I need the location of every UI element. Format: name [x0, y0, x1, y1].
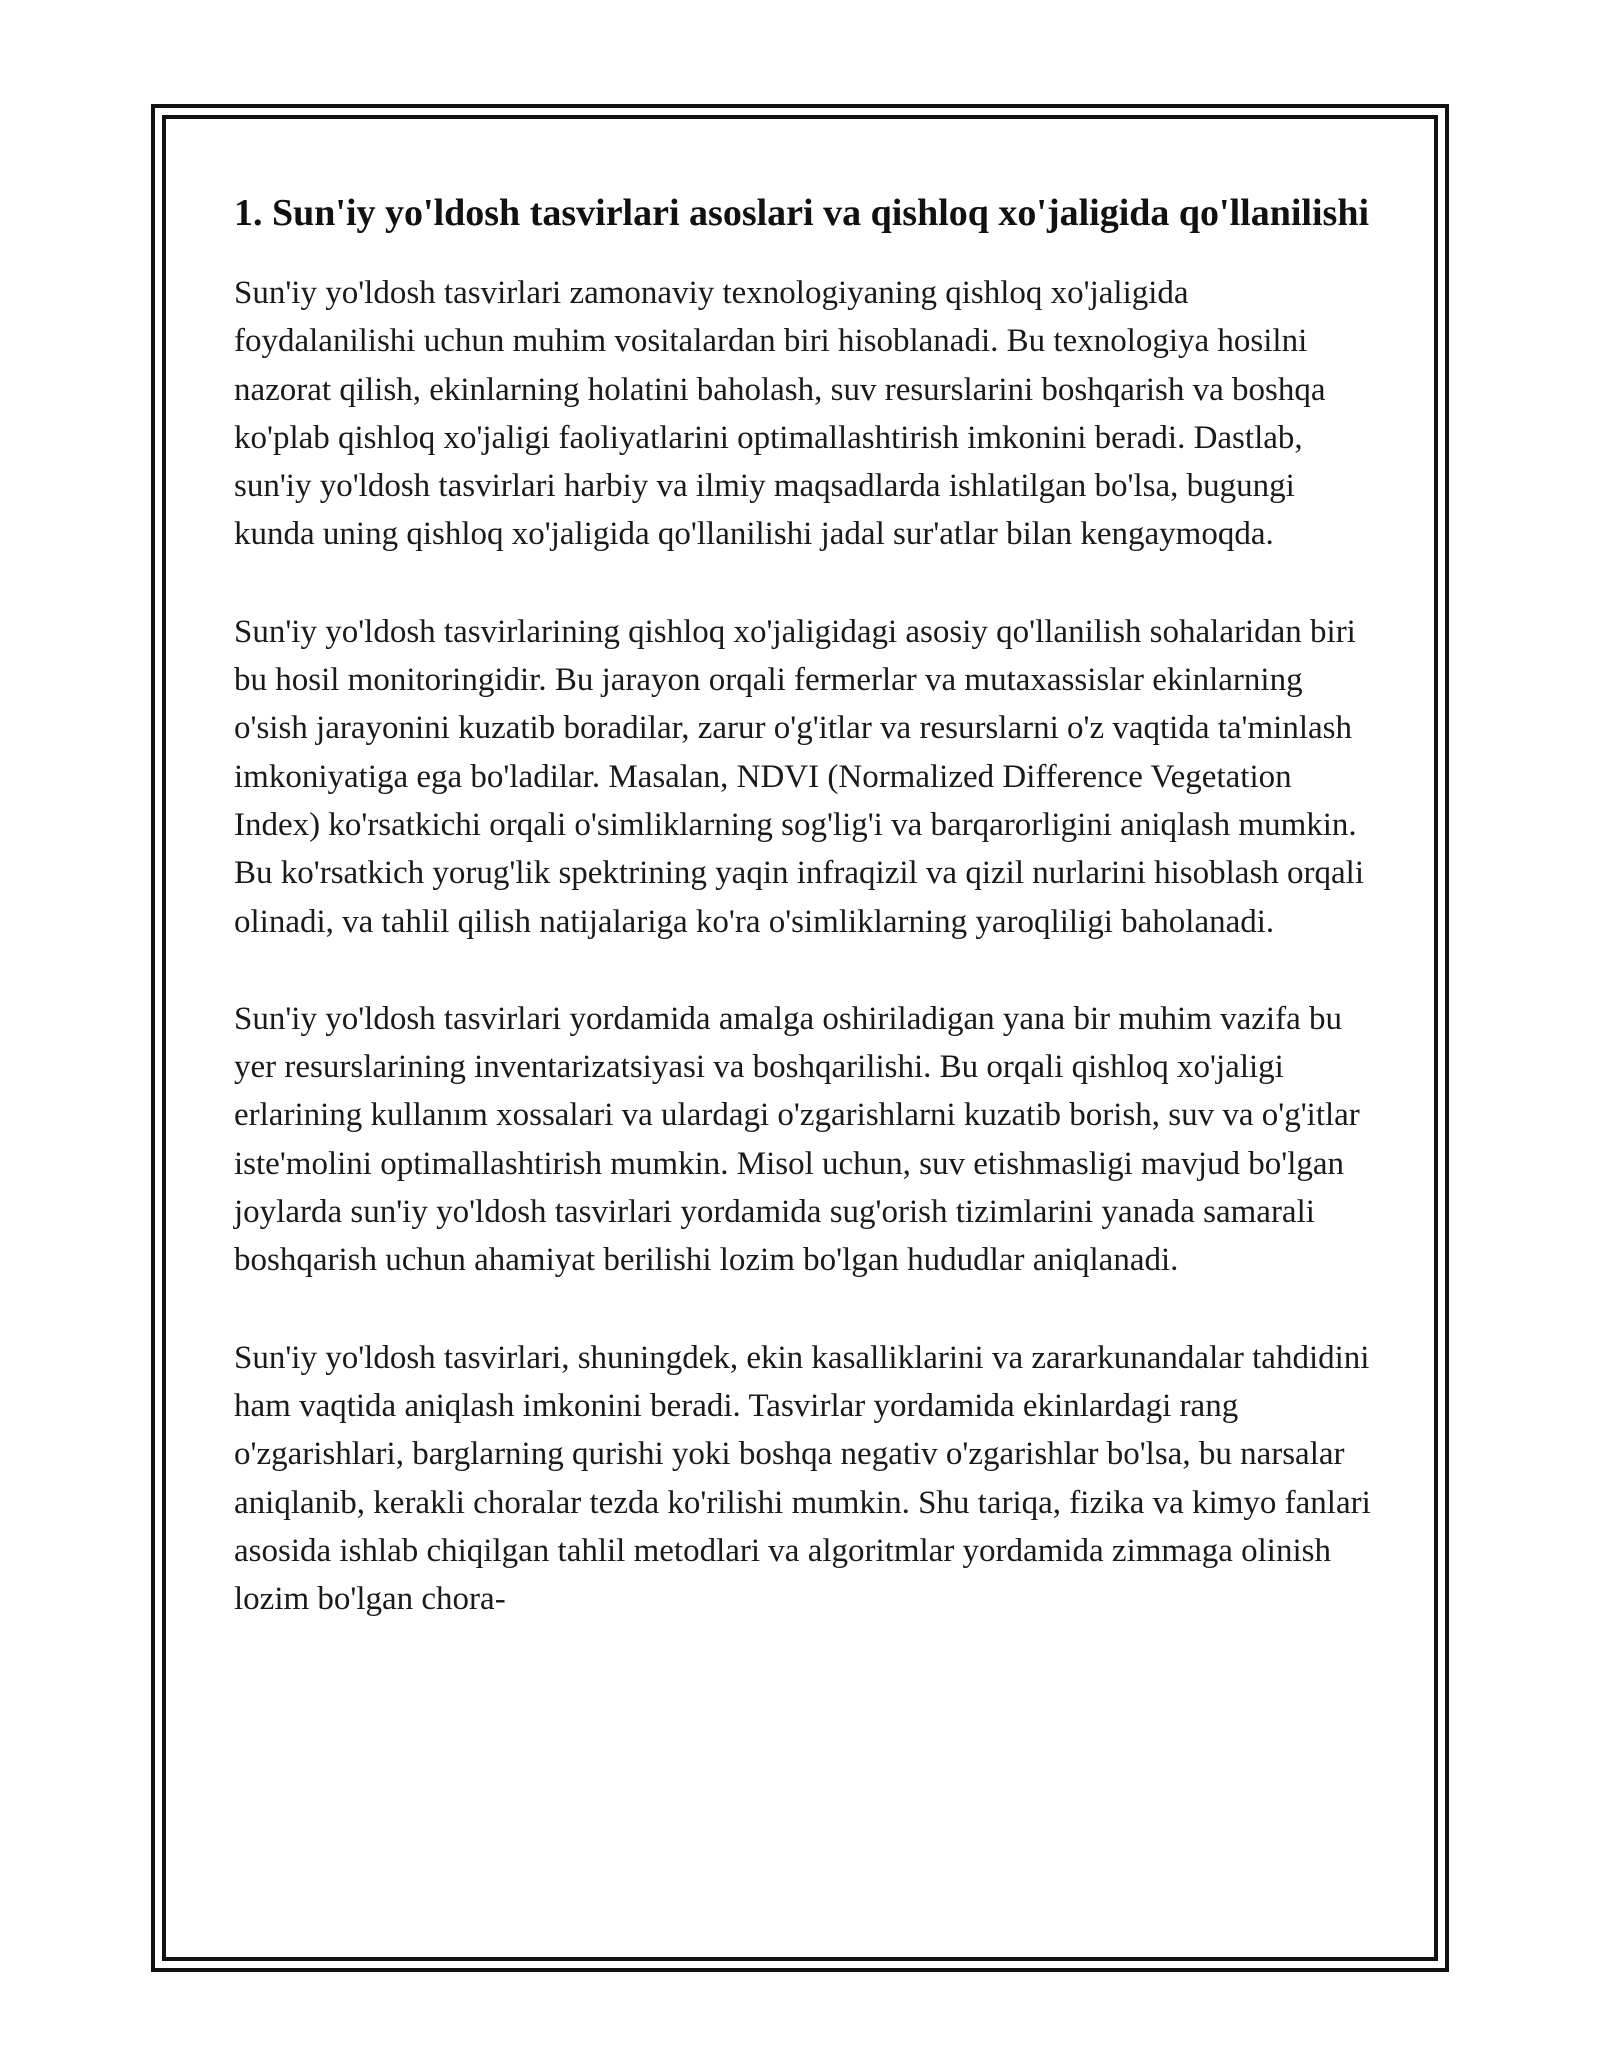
paragraph-1: Sun'iy yo'ldosh tasvirlari zamonaviy texnologiyaning qishloq xo'jaligida foydalanilishi uchun muhim vositalardan biri hisoblanadi. Bu texnologiya hosilni nazorat qilish, ekinlarning holatini baholash, suv resurslarini boshqarish va boshqa ko'plab qishloq xo'jaligi faoliyatlarini optimallashtirish imkonini beradi. Dastlab, sun'iy yo'ldosh tasvirlari harbiy va ilmiy maqsadlarda ishlatilgan bo'lsa, bugungi kunda uning qishloq xo'jaligida qo'llanilishi jadal sur'atlar bilan kengaymoqda.	[234, 275, 1326, 553]
paragraph-2: Sun'iy yo'ldosh tasvirlarining qishloq xo'jaligidagi asosiy qo'llanilish sohalaridan biri bu hosil monitoringidir. Bu jarayon orqali fermerlar va mutaxassislar ekinlarning o'sish jarayonini kuzatib boradilar, zarur o'g'itlar va resurslarni o'z vaqtida ta'minlash imkoniyatiga ega bo'ladilar. Masalan, NDVI (Normalized Difference Vegetation Index) ko'rsatkichi orqali o'simliklarning sog'lig'i va barqarorligini aniqlash mumkin. Bu ko'rsatkich yorug'lik spektrining yaqin infraqizil va qizil nurlarini hisoblash orqali olinadi, va tahlil qilish natijalariga ko'ra o'simliklarning yaroqliligi baholanadi.	[234, 613, 1365, 940]
paragraph-3: Sun'iy yo'ldosh tasvirlari yordamida amalga oshiriladigan yana bir muhim vazifa bu yer resurslarining inventarizatsiyasi va boshqarilishi. Bu orqali qishloq xo'jaligi erlarining kullanım xossalari va ulardagi o'zgarishlarni kuzatib borish, suv va o'g'itlar iste'molini optimallashtirish mumkin. Misol uchun, suv etishmasligi mavjud bo'lgan joylarda sun'iy yo'ldosh tasvirlari yordamida sug'orish tizimlarini yanada samarali boshqarish uchun ahamiyat berilishi lozim bo'lgan hududlar aniqlanadi.	[234, 1000, 1360, 1279]
paragraph-4: Sun'iy yo'ldosh tasvirlari, shuningdek, ekin kasalliklarini va zararkunandalar tahdidini ham vaqtida aniqlash imkonini beradi. Tasvirlar yordamida ekinlardagi rang o'zgarishlari, barglarning qurishi yoki boshqa negativ o'zgarishlar bo'lsa, bu narsalar aniqlanib, kerakli choralar tezda ko'rilishi mumkin. Shu tariqa, fizika va kimyo fanlari asosida ishlab chiqilgan tahlil metodlari va algoritmlar yordamida zimmaga olinish lozim bo'lgan chora-	[234, 1339, 1371, 1618]
section-heading: 1. Sun'iy yo'ldosh tasvirlari asoslari va qishloq xo'jaligida qo'llanilishi	[234, 192, 1370, 234]
page-content	[234, 186, 1374, 1672]
